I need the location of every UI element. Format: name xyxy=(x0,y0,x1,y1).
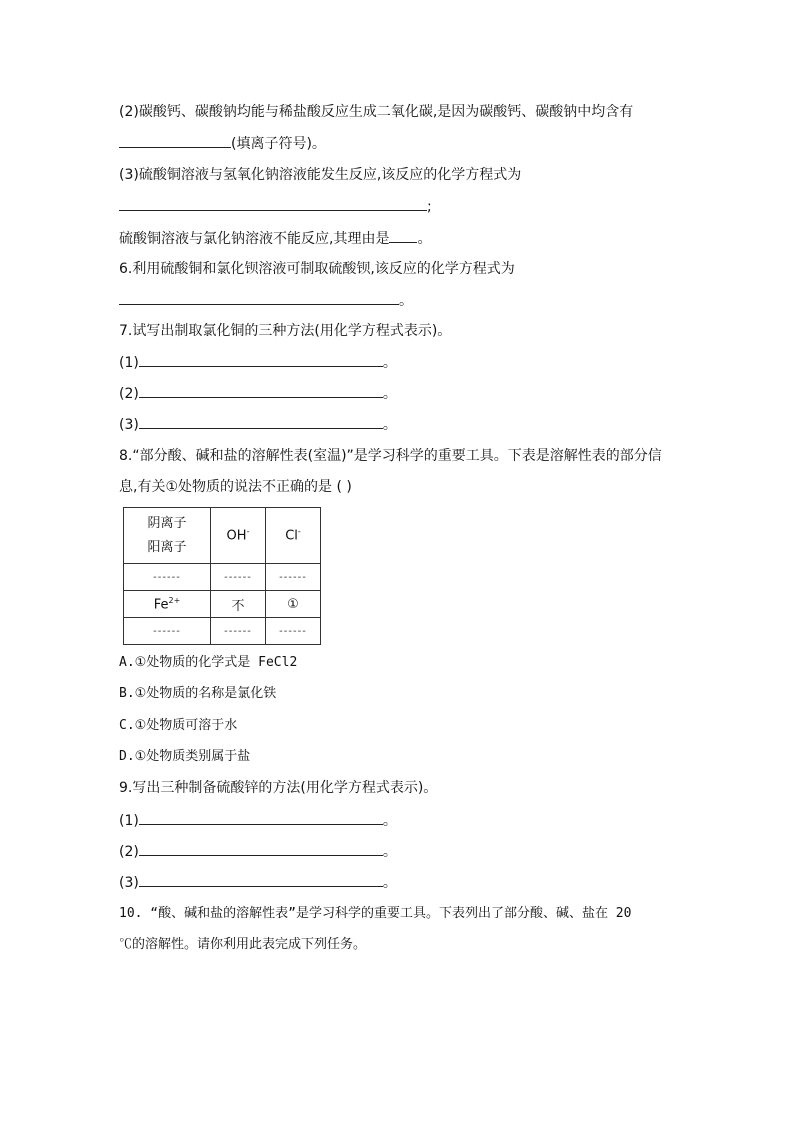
table-cell-fe-cl: ① xyxy=(266,591,321,618)
header-cation-label: 阳离子 xyxy=(147,539,187,555)
fe-charge: 2+ xyxy=(168,595,181,605)
blank-suffix: 。 xyxy=(382,417,397,433)
table-cell-fe-oh: 不 xyxy=(211,591,266,618)
table-row-header-fe xyxy=(124,591,211,618)
question-7-stem: 7.试写出制取氯化铜的三种方法(用化学方程式表示)。 xyxy=(119,323,452,339)
oh-label: OH xyxy=(226,528,247,544)
blank-suffix: 。 xyxy=(382,813,397,829)
header-anion-label: 阴离子 xyxy=(147,515,187,531)
table-header-cl xyxy=(266,508,321,564)
blank-suffix: 。 xyxy=(399,293,413,309)
question-10-stem-line-1: 10. “酸、碱和盐的溶解性表”是学习科学的重要工具。下表列出了部分酸、碱、盐在 20 xyxy=(119,906,632,921)
question-7-item-2 xyxy=(119,383,397,404)
cl-label: Cl xyxy=(285,528,298,544)
blank-suffix: ; xyxy=(427,199,432,215)
question-5-part-2-line-2 xyxy=(119,133,326,154)
question-5-part-3-line-1: (3)硫酸铜溶液与氢氧化钠溶液能发生反应,该反应的化学方程式为 xyxy=(119,167,522,183)
oh-charge: - xyxy=(246,527,250,537)
answer-blank[interactable] xyxy=(389,228,417,243)
solubility-table xyxy=(123,507,321,645)
answer-blank[interactable] xyxy=(119,196,427,211)
table-cell-ellipsis: ------ xyxy=(124,564,211,591)
table-header-corner xyxy=(124,508,211,564)
blank-suffix: 。 xyxy=(417,231,432,247)
item-label: (2) xyxy=(119,386,139,402)
table-cell-ellipsis: ------ xyxy=(124,618,211,645)
question-6-stem: 6.利用硫酸铜和氯化钡溶液可制取硫酸钡,该反应的化学方程式为 xyxy=(119,261,515,277)
question-6-answer-line xyxy=(119,290,413,311)
answer-blank[interactable] xyxy=(139,414,383,429)
blank-suffix: 。 xyxy=(382,844,397,860)
answer-blank[interactable] xyxy=(139,352,383,367)
question-8-option-a[interactable]: A.①处物质的化学式是 FeCl2 xyxy=(119,655,298,670)
question-10-stem-line-2: ℃的溶解性。请你利用此表完成下列任务。 xyxy=(119,937,367,952)
question-5-part-3-line-2 xyxy=(119,196,432,217)
question-8-stem-line-1: 8.“部分酸、碱和盐的溶解性表(室温)”是学习科学的重要工具。下表是溶解性表的部分信 xyxy=(119,448,662,464)
question-5-part-2-line-1: (2)碳酸钙、碳酸钠均能与稀盐酸反应生成二氧化碳,是因为碳酸钙、碳酸钠中均含有 xyxy=(119,104,634,120)
question-9-stem: 9.写出三种制备硫酸锌的方法(用化学方程式表示)。 xyxy=(119,780,438,796)
fe-label: Fe xyxy=(153,597,169,613)
question-8-option-b[interactable]: B.①处物质的名称是氯化铁 xyxy=(119,686,277,701)
item-label: (1) xyxy=(119,355,139,371)
question-8-option-c[interactable]: C.①处物质可溶于水 xyxy=(119,718,238,733)
question-5-part-3-line-3 xyxy=(119,228,431,249)
answer-blank[interactable] xyxy=(139,383,383,398)
question-7-item-3 xyxy=(119,414,397,435)
cl-charge: - xyxy=(297,527,301,537)
question-8-option-d[interactable]: D.①处物质类别属于盐 xyxy=(119,749,251,764)
table-cell-ellipsis: ------ xyxy=(211,564,266,591)
answer-blank[interactable] xyxy=(139,810,383,825)
item-label: (1) xyxy=(119,813,139,829)
table-cell-ellipsis: ------ xyxy=(266,564,321,591)
reason-prompt: 硫酸铜溶液与氯化钠溶液不能反应,其理由是 xyxy=(119,231,390,247)
item-label: (3) xyxy=(119,417,139,433)
question-9-item-3 xyxy=(119,872,397,893)
blank-suffix: 。 xyxy=(382,355,397,371)
blank-suffix: (填离子符号)。 xyxy=(231,136,326,152)
question-7-item-1 xyxy=(119,352,397,373)
answer-blank[interactable] xyxy=(139,872,383,887)
answer-blank[interactable] xyxy=(119,290,399,305)
question-9-item-1 xyxy=(119,810,397,831)
table-cell-ellipsis: ------ xyxy=(211,618,266,645)
item-label: (2) xyxy=(119,844,139,860)
item-label: (3) xyxy=(119,875,139,891)
answer-blank[interactable] xyxy=(119,133,231,148)
answer-blank[interactable] xyxy=(139,841,383,856)
blank-suffix: 。 xyxy=(382,875,397,891)
blank-suffix: 。 xyxy=(382,386,397,402)
table-header-oh xyxy=(211,508,266,564)
question-8-stem-line-2: 息,有关①处物质的说法不正确的是 ( ) xyxy=(119,479,352,495)
question-9-item-2 xyxy=(119,841,397,862)
table-cell-ellipsis: ------ xyxy=(266,618,321,645)
